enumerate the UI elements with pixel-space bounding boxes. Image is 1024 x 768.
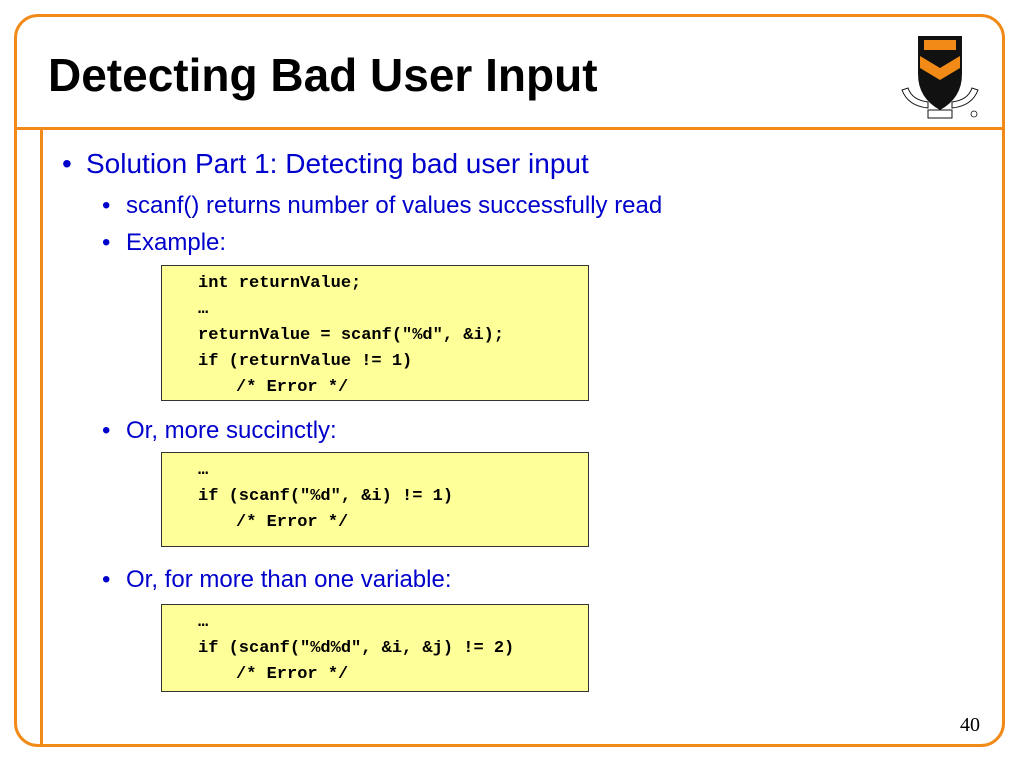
code-block-example [161, 265, 589, 401]
code-line: … [198, 461, 209, 480]
code-line: /* Error */ [236, 513, 349, 532]
bullet-sub3-text: Or, more succinctly: [126, 417, 337, 444]
bullet-dot-icon: • [62, 148, 72, 179]
bullet-sub4 [102, 566, 452, 594]
code-line: if (scanf("%d", &i) != 1) [198, 487, 454, 506]
code-line: /* Error */ [236, 378, 349, 397]
code-line: … [198, 613, 209, 632]
code-block-multi [161, 604, 589, 692]
code-line: if (scanf("%d%d", &i, &j) != 2) [198, 639, 515, 658]
bullet-sub1 [102, 192, 662, 220]
title-divider [14, 127, 1005, 130]
bullet-dot-icon: • [102, 192, 111, 219]
bullet-dot-icon: • [102, 566, 111, 593]
bullet-sub1-text: scanf() returns number of values successfully read [126, 192, 663, 219]
bullet-sub3 [102, 417, 337, 445]
slide-title: Detecting Bad User Input [48, 49, 598, 101]
code-line: if (returnValue != 1) [198, 352, 413, 371]
page-number: 40 [960, 714, 980, 736]
bullet-dot-icon: • [102, 417, 111, 444]
code-line: /* Error */ [236, 665, 349, 684]
bullet-main-text: Solution Part 1: Detecting bad user input [86, 148, 589, 179]
bullet-main [62, 148, 589, 180]
bullet-dot-icon: • [102, 229, 111, 256]
code-line: … [198, 300, 209, 319]
bullet-sub4-text: Or, for more than one variable: [126, 566, 452, 593]
bullet-sub2 [102, 229, 226, 257]
princeton-shield-logo [898, 28, 982, 120]
code-line: returnValue = scanf("%d", &i); [198, 326, 505, 345]
bullet-sub2-text: Example: [126, 229, 227, 256]
code-block-succinct [161, 452, 589, 547]
code-line: int returnValue; [198, 274, 362, 293]
left-rule [40, 127, 43, 747]
